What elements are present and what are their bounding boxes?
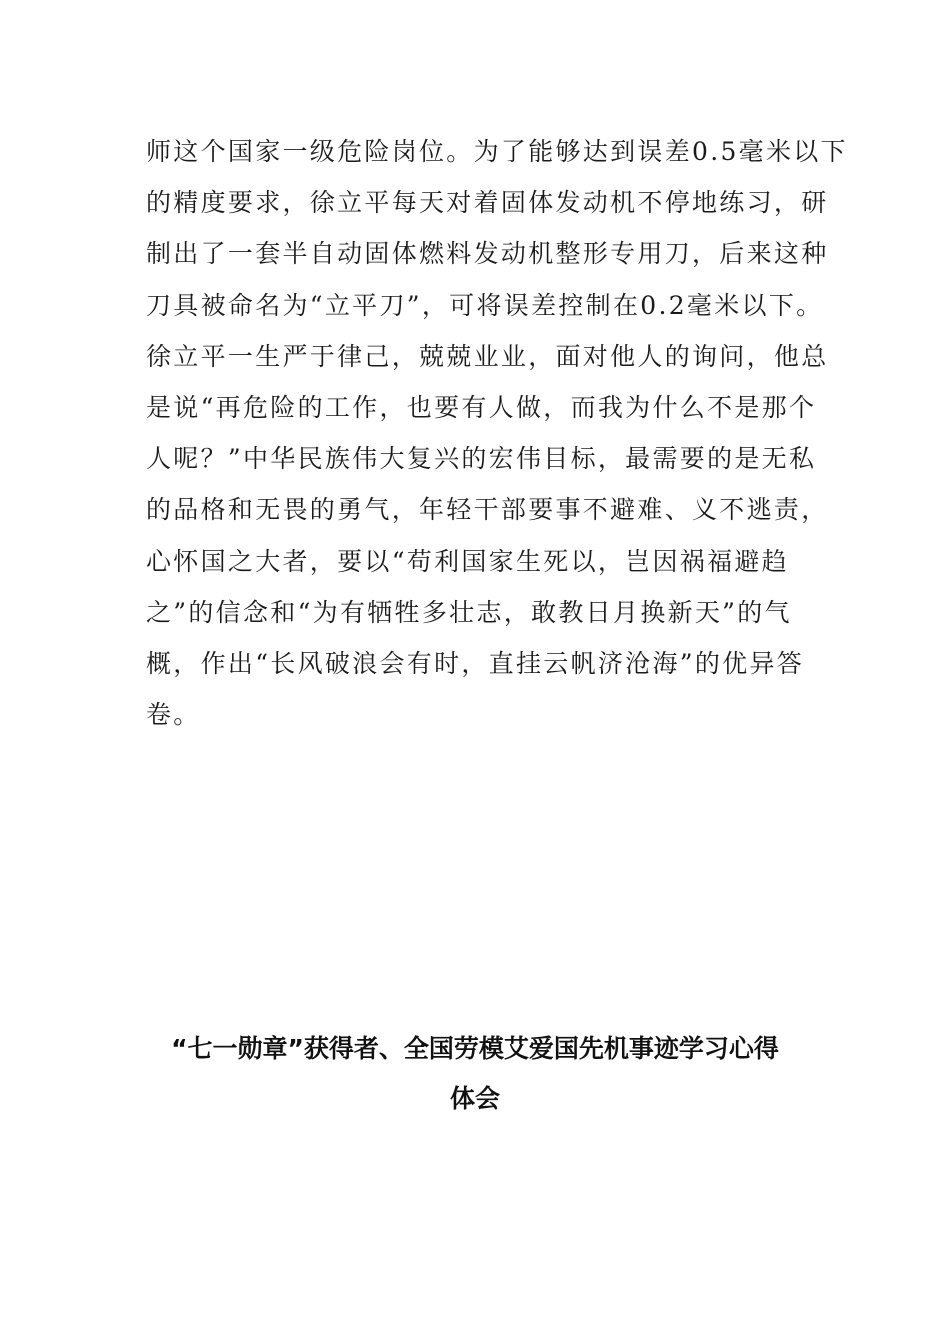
- paragraph-line: 卷。: [146, 700, 201, 730]
- section-title-line-2: 体会: [449, 1084, 500, 1113]
- paragraph-line: 是说“再危险的工作，也要有人做，而我为什么不是那个: [146, 392, 817, 422]
- section-title: [100, 1024, 850, 1124]
- paragraph-line: 刀具被命名为“立平刀”，可将误差控制在0.2毫米以下。: [146, 290, 824, 320]
- body-paragraph: [146, 126, 848, 740]
- paragraph-line: 之”的信念和“为有牺牲多壮志，敢教日月换新天”的气: [146, 597, 792, 627]
- paragraph-line: 心怀国之大者，要以“苟利国家生死以，岂因祸福避趋: [146, 546, 789, 576]
- paragraph-line: 概，作出“长风破浪会有时，直挂云帆济沧海”的优异答: [146, 648, 805, 678]
- paragraph-line: 师这个国家一级危险岗位。为了能够达到误差0.5毫米以下: [146, 137, 848, 166]
- paragraph-line: 人呢？”中华民族伟大复兴的宏伟目标，最需要的是无私: [146, 444, 817, 474]
- paragraph-line: 的精度要求，徐立平每天对着固体发动机不停地练习，研: [146, 188, 829, 218]
- paragraph-line: 的品格和无畏的勇气，年轻干部要事不避难、义不逃责，: [146, 495, 829, 525]
- paragraph-line: 制出了一套半自动固体燃料发动机整形专用刀，后来这种: [146, 239, 829, 269]
- section-title-line-1: “七一勋章”获得者、全国劳模艾爱国先机事迹学习心得: [171, 1034, 779, 1063]
- paragraph-line: 徐立平一生严于律己，兢兢业业，面对他人的询问，他总: [146, 341, 829, 371]
